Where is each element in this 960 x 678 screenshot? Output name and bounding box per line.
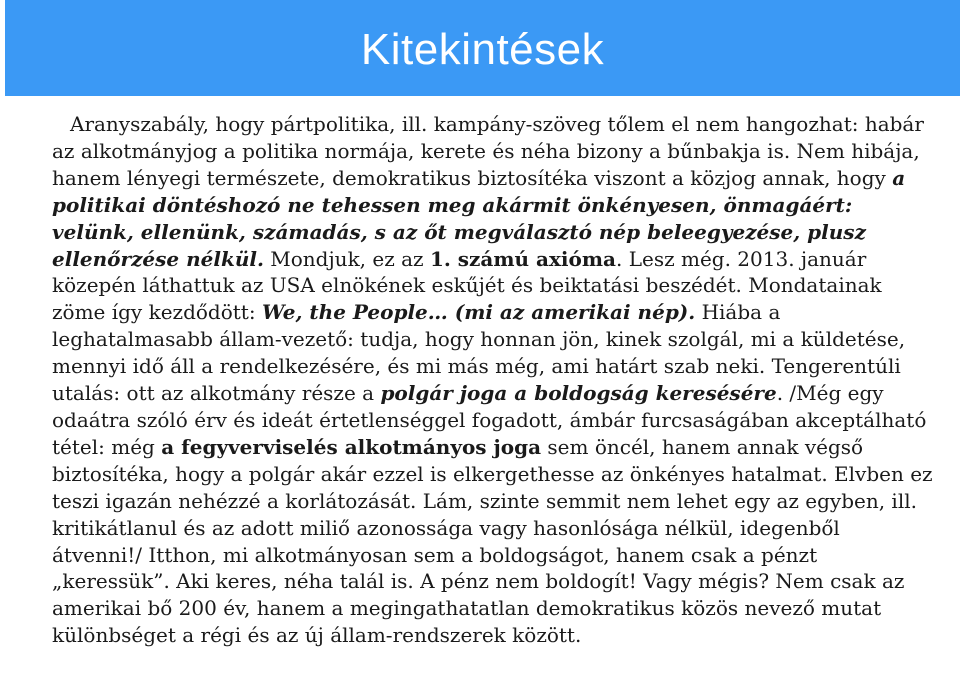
body-text-segment: Aranyszabály, hogy pártpolitika, ill. kampány-szöveg tőlem el nem hangozhat: habár az alkotmányjog a politika normája, kerete és néha bizony a bűnbakja is. Nem hibája, hanem lényegi természete, demokratikus biztosítéka viszont a közjog annak, hogy: [52, 112, 924, 190]
body-paragraph: [52, 111, 936, 649]
title-bar: [5, 0, 960, 96]
body-text-segment: . /Még egy odaátra szóló érv és ideát értetlenséggel fogadott, ámbár furcsaságában akceptálható tétel: még: [52, 381, 927, 459]
slide-title: Kitekintések: [360, 25, 605, 74]
emphasis-pursuit-of-happiness: polgár joga a boldogság keresésére: [380, 381, 777, 406]
body-text-segment: Mondjuk, ez az: [263, 246, 430, 271]
emphasis-political-decision-maker: a politikai döntéshozó ne tehessen meg akármit önkényesen, önmagáért: velünk, ellenünk, számadás, s az őt megválasztó nép beleegyezése, plusz ellenőrzése nélkül.: [52, 165, 906, 271]
emphasis-right-to-bear-arms: a fegyverviselés alkotmányos joga: [161, 434, 542, 459]
body-text-segment: Hiába a leghatalmasabb állam-vezető: tudja, hogy honnan jön, kinek szolgál, mi a küldetése, mennyi idő áll a rendelkezésére, és mi más még, ami határt szab neki. Tengerentúli utalás: ott az alkotmány része a: [52, 300, 906, 406]
body-text-segment: . Lesz még. 2013. január közepén láthattuk az USA elnökének eskűjét és beiktatási beszédét. Mondatainak zöme így kezdődött:: [52, 246, 882, 325]
emphasis-we-the-people: We, the People… (mi az amerikai nép).: [261, 300, 696, 325]
emphasis-axiom: 1. számú axióma: [429, 246, 616, 271]
body-text-segment: sem öncél, hanem annak végső biztosítéka, hogy a polgár akár ezzel is elkergethesse az önkényes hatalmat. Elvben ez teszi igazán nehézzé a korlátozását. Lám, szinte semmit nem lehet egy az egyben, ill. kritikátlanul és az adott miliő azonossága vagy hasonlósága nélkül, idegenből átvenni!/ Itthon, mi alkotmányosan sem a boldogságot, hanem csak a pénzt „keressük”. Aki keres, néha talál is. A pénz nem boldogít! Vagy mégis? Nem csak az amerikai bő 200 év, hanem a megingathatatlan demokratikus közös nevező mutat különbséget a régi és az új állam-rendszerek között.: [52, 434, 933, 648]
